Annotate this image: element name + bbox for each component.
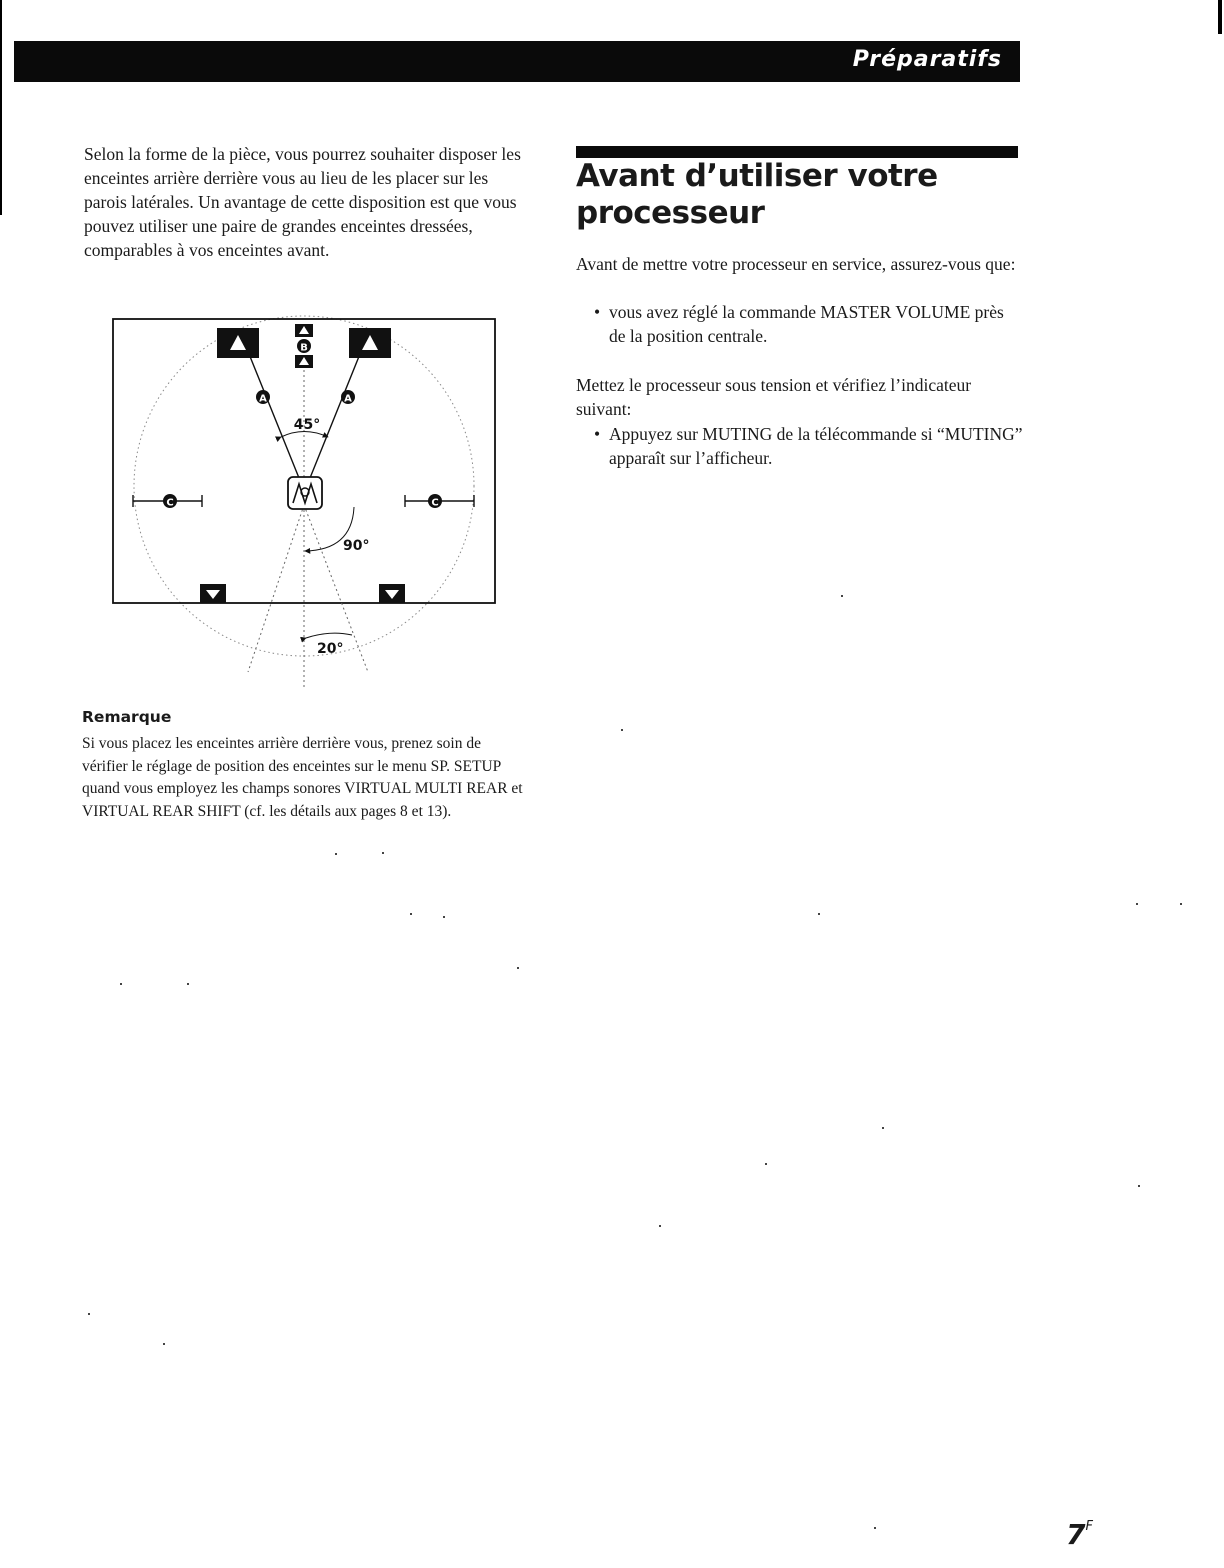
scan-speck	[517, 967, 519, 969]
page-number	[1066, 1518, 1093, 1551]
scan-speck	[120, 983, 122, 985]
scan-speck	[382, 852, 384, 854]
scan-speck	[187, 983, 189, 985]
scan-speck	[818, 913, 820, 915]
bullet-dot: •	[594, 424, 601, 444]
scan-speck	[1136, 903, 1138, 905]
scan-speck	[1180, 903, 1182, 905]
scan-speck	[443, 916, 445, 918]
page-edge-left	[0, 0, 2, 215]
speaker-placement-diagram	[100, 300, 520, 690]
page-number-value: 7	[1066, 1518, 1086, 1551]
intro-check-paragraph: Avant de mettre votre processeur en service, assurez-vous que:	[576, 254, 1016, 274]
section-header-label: Préparatifs	[852, 47, 1002, 72]
rear-angle-arc	[306, 633, 352, 638]
bullet-muting	[594, 422, 1024, 470]
scan-speck	[163, 1343, 165, 1345]
bullet-muting-text: Appuyez sur MUTING de la télécommande si “MUTING” apparaît sur l’afficheur.	[609, 424, 1023, 468]
page-number-suffix: F	[1085, 1519, 1093, 1534]
svg-text:B: B	[300, 342, 308, 354]
front-left-line	[245, 344, 299, 478]
section-title-rule	[576, 146, 1018, 158]
listener-icon	[288, 477, 322, 509]
scan-speck	[874, 1527, 876, 1529]
scan-speck	[1138, 1185, 1140, 1187]
rear-angle-label: 20°	[317, 641, 344, 657]
svg-text:A: A	[259, 393, 267, 405]
scan-speck	[335, 853, 337, 855]
bullet-dot: •	[594, 302, 601, 322]
svg-text:C: C	[431, 497, 439, 509]
scan-speck	[765, 1163, 767, 1165]
remark-title: Remarque	[82, 708, 172, 726]
front-angle-label: 45°	[293, 417, 321, 433]
bullet-master-volume-text: vous avez réglé la commande MASTER VOLUME près de la position centrale.	[609, 302, 1004, 346]
speaker-diagram-svg	[100, 300, 520, 690]
scan-speck	[410, 913, 412, 915]
svg-text:C: C	[166, 497, 174, 509]
section-header-bar	[14, 41, 1020, 82]
scan-speck	[88, 1313, 90, 1315]
section-title: Avant d’utiliser votre processeur	[576, 158, 938, 231]
front-right-line	[310, 344, 364, 478]
svg-text:A: A	[344, 393, 352, 405]
intro-paragraph: Selon la forme de la pièce, vous pourrez souhaiter disposer les enceintes arrière derrière vous au lieu de les placer sur les parois latérales. Un avantage de cette disposition est que vous pouvez utiliser une paire de grandes enceintes dressées, comparables à vos enceintes avant.	[84, 144, 521, 260]
scan-speck	[882, 1127, 884, 1129]
power-on-paragraph: Mettez le processeur sous tension et vérifiez l’indicateur suivant:	[576, 375, 972, 419]
bullet-master-volume	[594, 300, 1024, 348]
remark-text: Si vous placez les enceintes arrière derrière vous, prenez soin de vérifier le réglage de position des enceintes sur le menu SP. SETUP quand vous employez les champs sonores VIRTUAL MULTI REAR et VIRTUAL REAR SHIFT (cf. les détails aux pages 8 et 13).	[82, 735, 523, 820]
scan-speck	[659, 1225, 661, 1227]
scan-speck	[621, 729, 623, 731]
scan-speck	[841, 595, 843, 597]
page-edge-right	[1218, 0, 1222, 34]
side-angle-label: 90°	[343, 538, 370, 554]
